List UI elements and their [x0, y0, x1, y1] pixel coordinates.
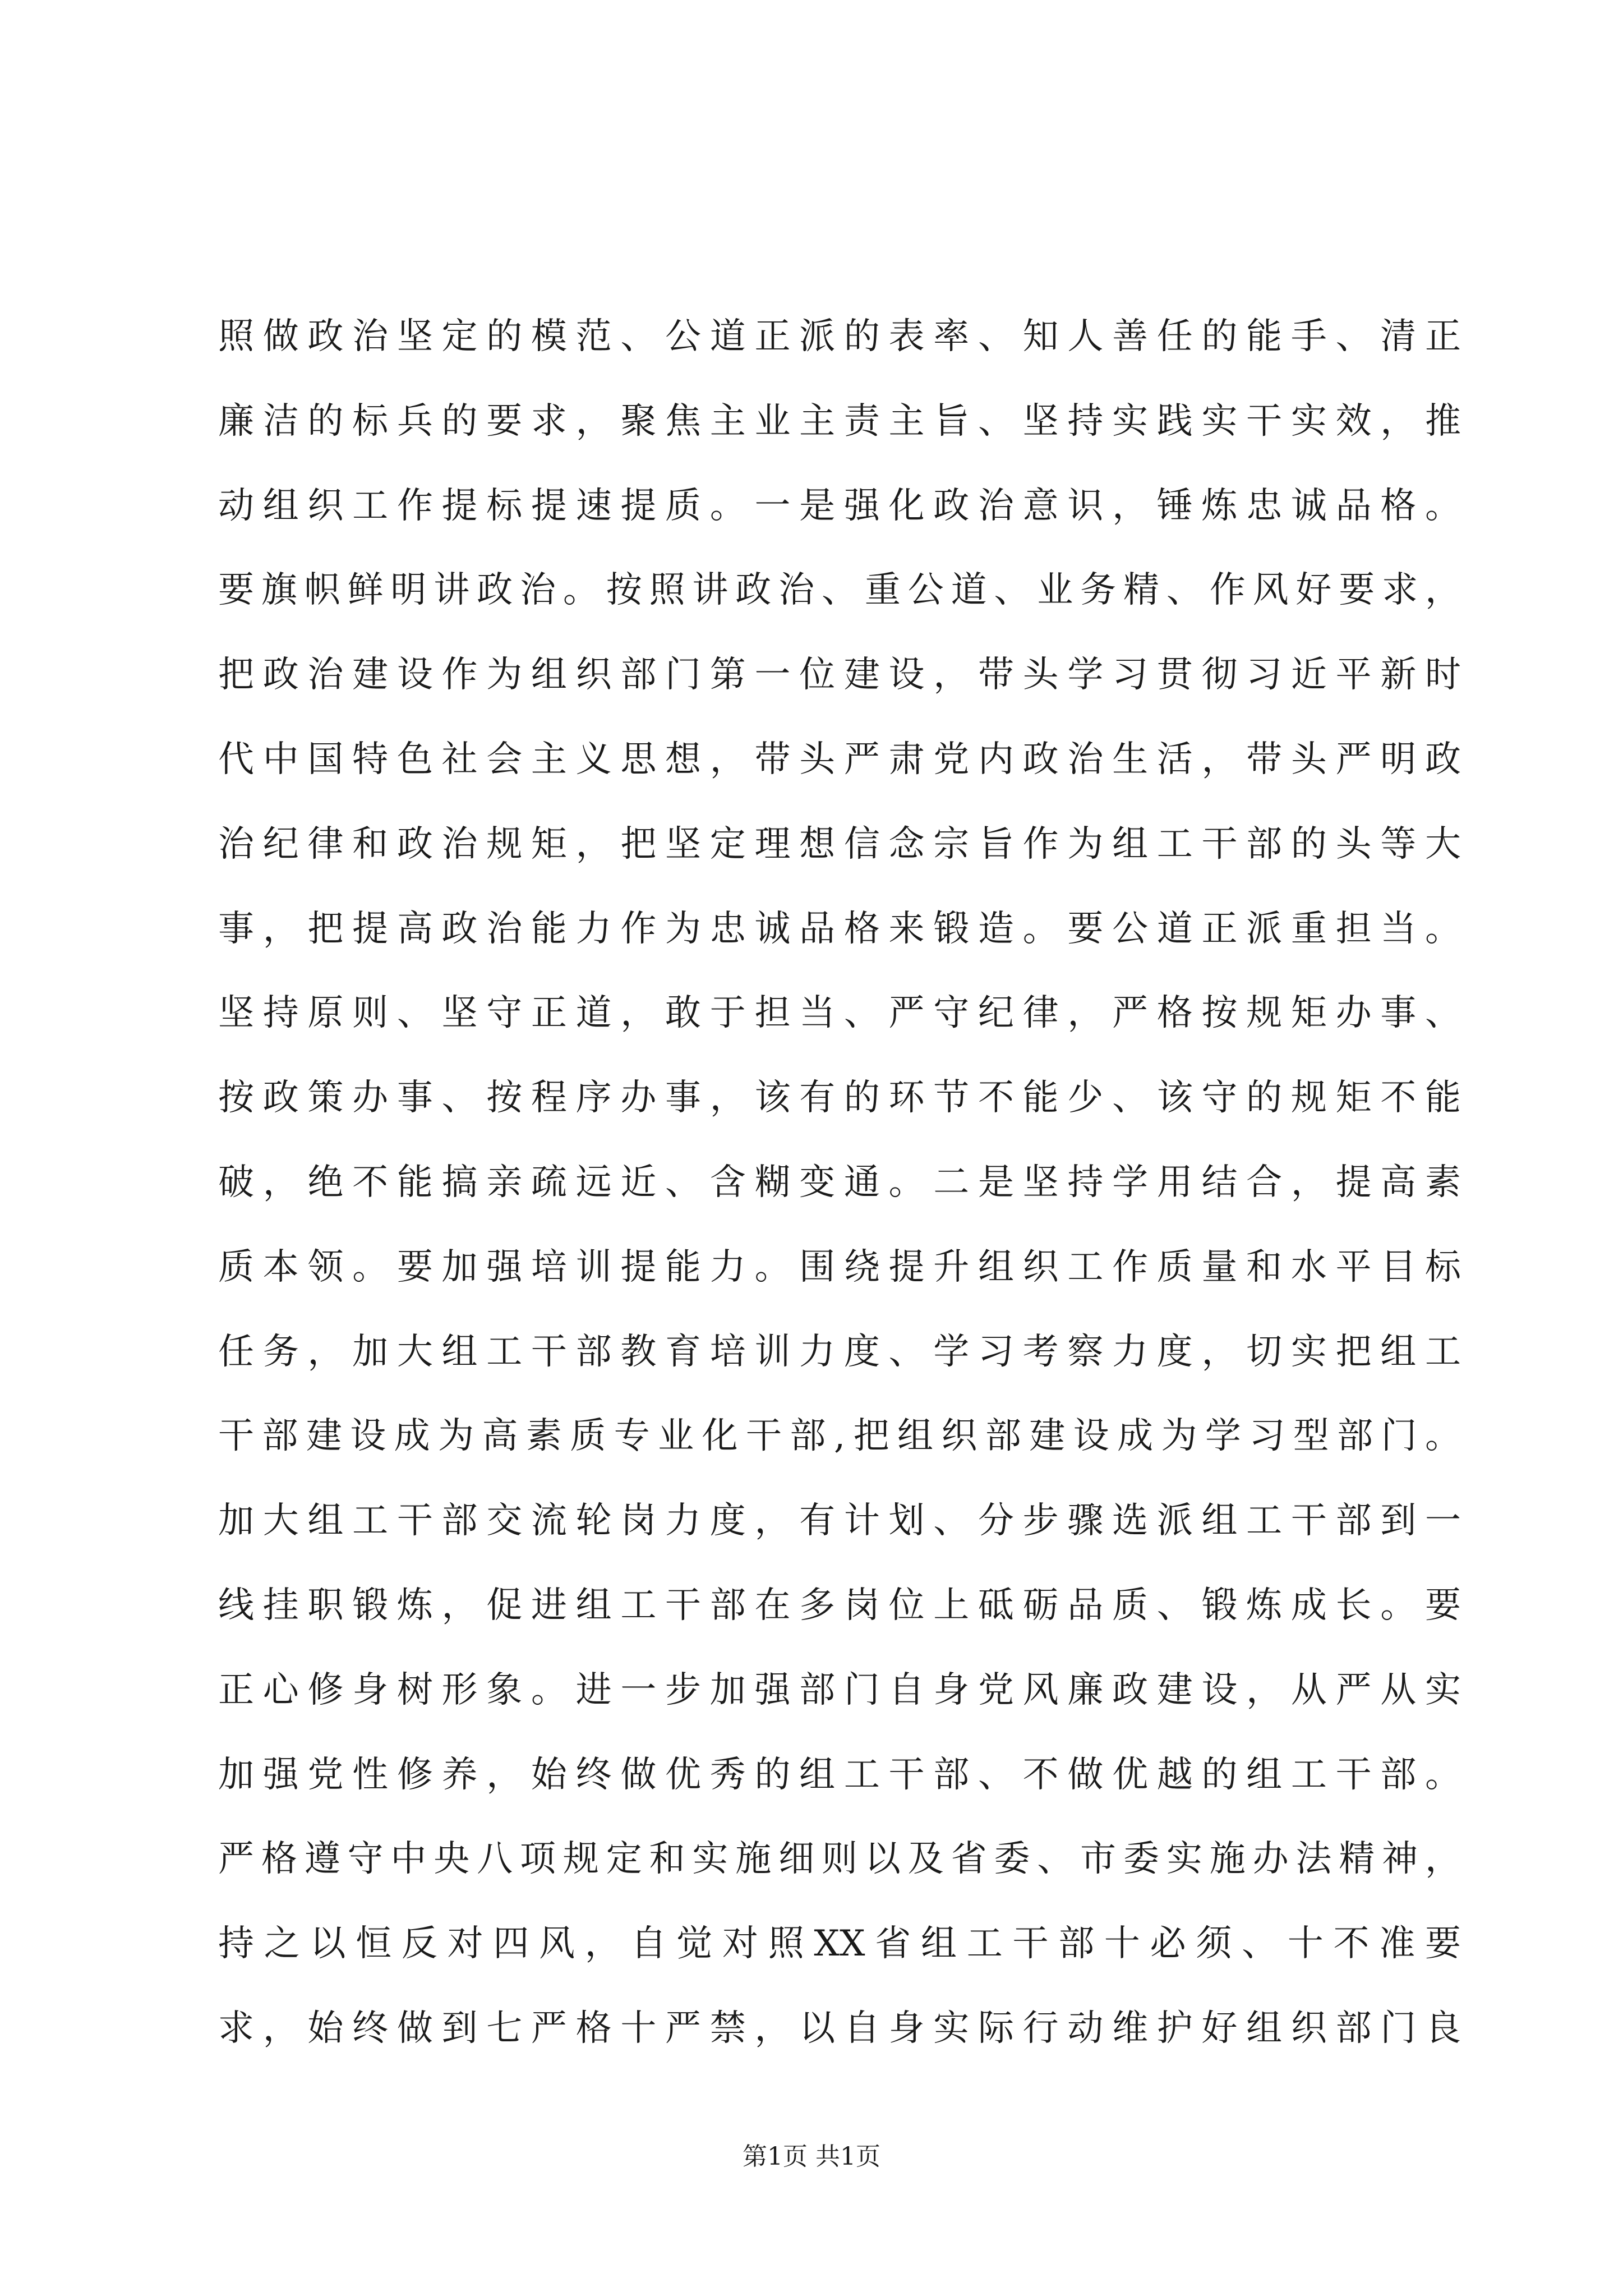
body-text-line: 加强党性修养，始终做优秀的组工干部、不做优越的组工干部。: [218, 1754, 1461, 1796]
body-text-line: 把政治建设作为组织部门第一位建设，带头学习贯彻习近平新时: [218, 654, 1461, 696]
page-number-label: 第1页 共1页: [743, 2142, 880, 2171]
body-text: [218, 295, 1461, 2071]
body-text-line: 代中国特色社会主义思想，带头严肃党内政治生活，带头严明政: [218, 738, 1461, 780]
page-footer: [0, 2138, 1623, 2175]
body-text-line: 质本领。要加强培训提能力。围绕提升组织工作质量和水平目标: [218, 1246, 1461, 1288]
body-text-line: 求，始终做到七严格十严禁，以自身实际行动维护好组织部门良: [218, 2007, 1461, 2049]
body-text-line: 严格遵守中央八项规定和实施细则以及省委、市委实施办法精神，: [218, 1838, 1461, 1880]
body-text-line: 破，绝不能搞亲疏远近、含糊变通。二是坚持学用结合，提高素: [218, 1161, 1461, 1203]
body-text-line: 正心修身树形象。进一步加强部门自身党风廉政建设，从严从实: [218, 1669, 1461, 1711]
body-text-line: 线挂职锻炼，促进组工干部在多岗位上砥砺品质、锻炼成长。要: [218, 1584, 1461, 1626]
body-text-line: 廉洁的标兵的要求，聚焦主业主责主旨、坚持实践实干实效，推: [218, 400, 1461, 442]
body-text-line: 要旗帜鲜明讲政治。按照讲政治、重公道、业务精、作风好要求，: [218, 569, 1461, 611]
body-text-line: 坚持原则、坚守正道，敢于担当、严守纪律，严格按规矩办事、: [218, 992, 1461, 1034]
body-text-line: 治纪律和政治规矩，把坚定理想信念宗旨作为组工干部的头等大: [218, 823, 1461, 865]
body-text-line: 照做政治坚定的模范、公道正派的表率、知人善任的能手、清正: [218, 316, 1461, 357]
body-text-line: 持之以恒反对四风，自觉对照XX省组工干部十必须、十不准要: [218, 1923, 1461, 1965]
body-text-line: 事，把提高政治能力作为忠诚品格来锻造。要公道正派重担当。: [218, 908, 1461, 950]
body-text-line: 按政策办事、按程序办事，该有的环节不能少、该守的规矩不能: [218, 1077, 1461, 1119]
body-text-line: 任务，加大组工干部教育培训力度、学习考察力度，切实把组工: [218, 1331, 1461, 1373]
body-text-line: 干部建设成为高素质专业化干部,把组织部建设成为学习型部门。: [218, 1415, 1461, 1457]
body-text-line: 动组织工作提标提速提质。一是强化政治意识，锤炼忠诚品格。: [218, 485, 1461, 527]
body-text-line: 加大组工干部交流轮岗力度，有计划、分步骤选派组工干部到一: [218, 1500, 1461, 1542]
